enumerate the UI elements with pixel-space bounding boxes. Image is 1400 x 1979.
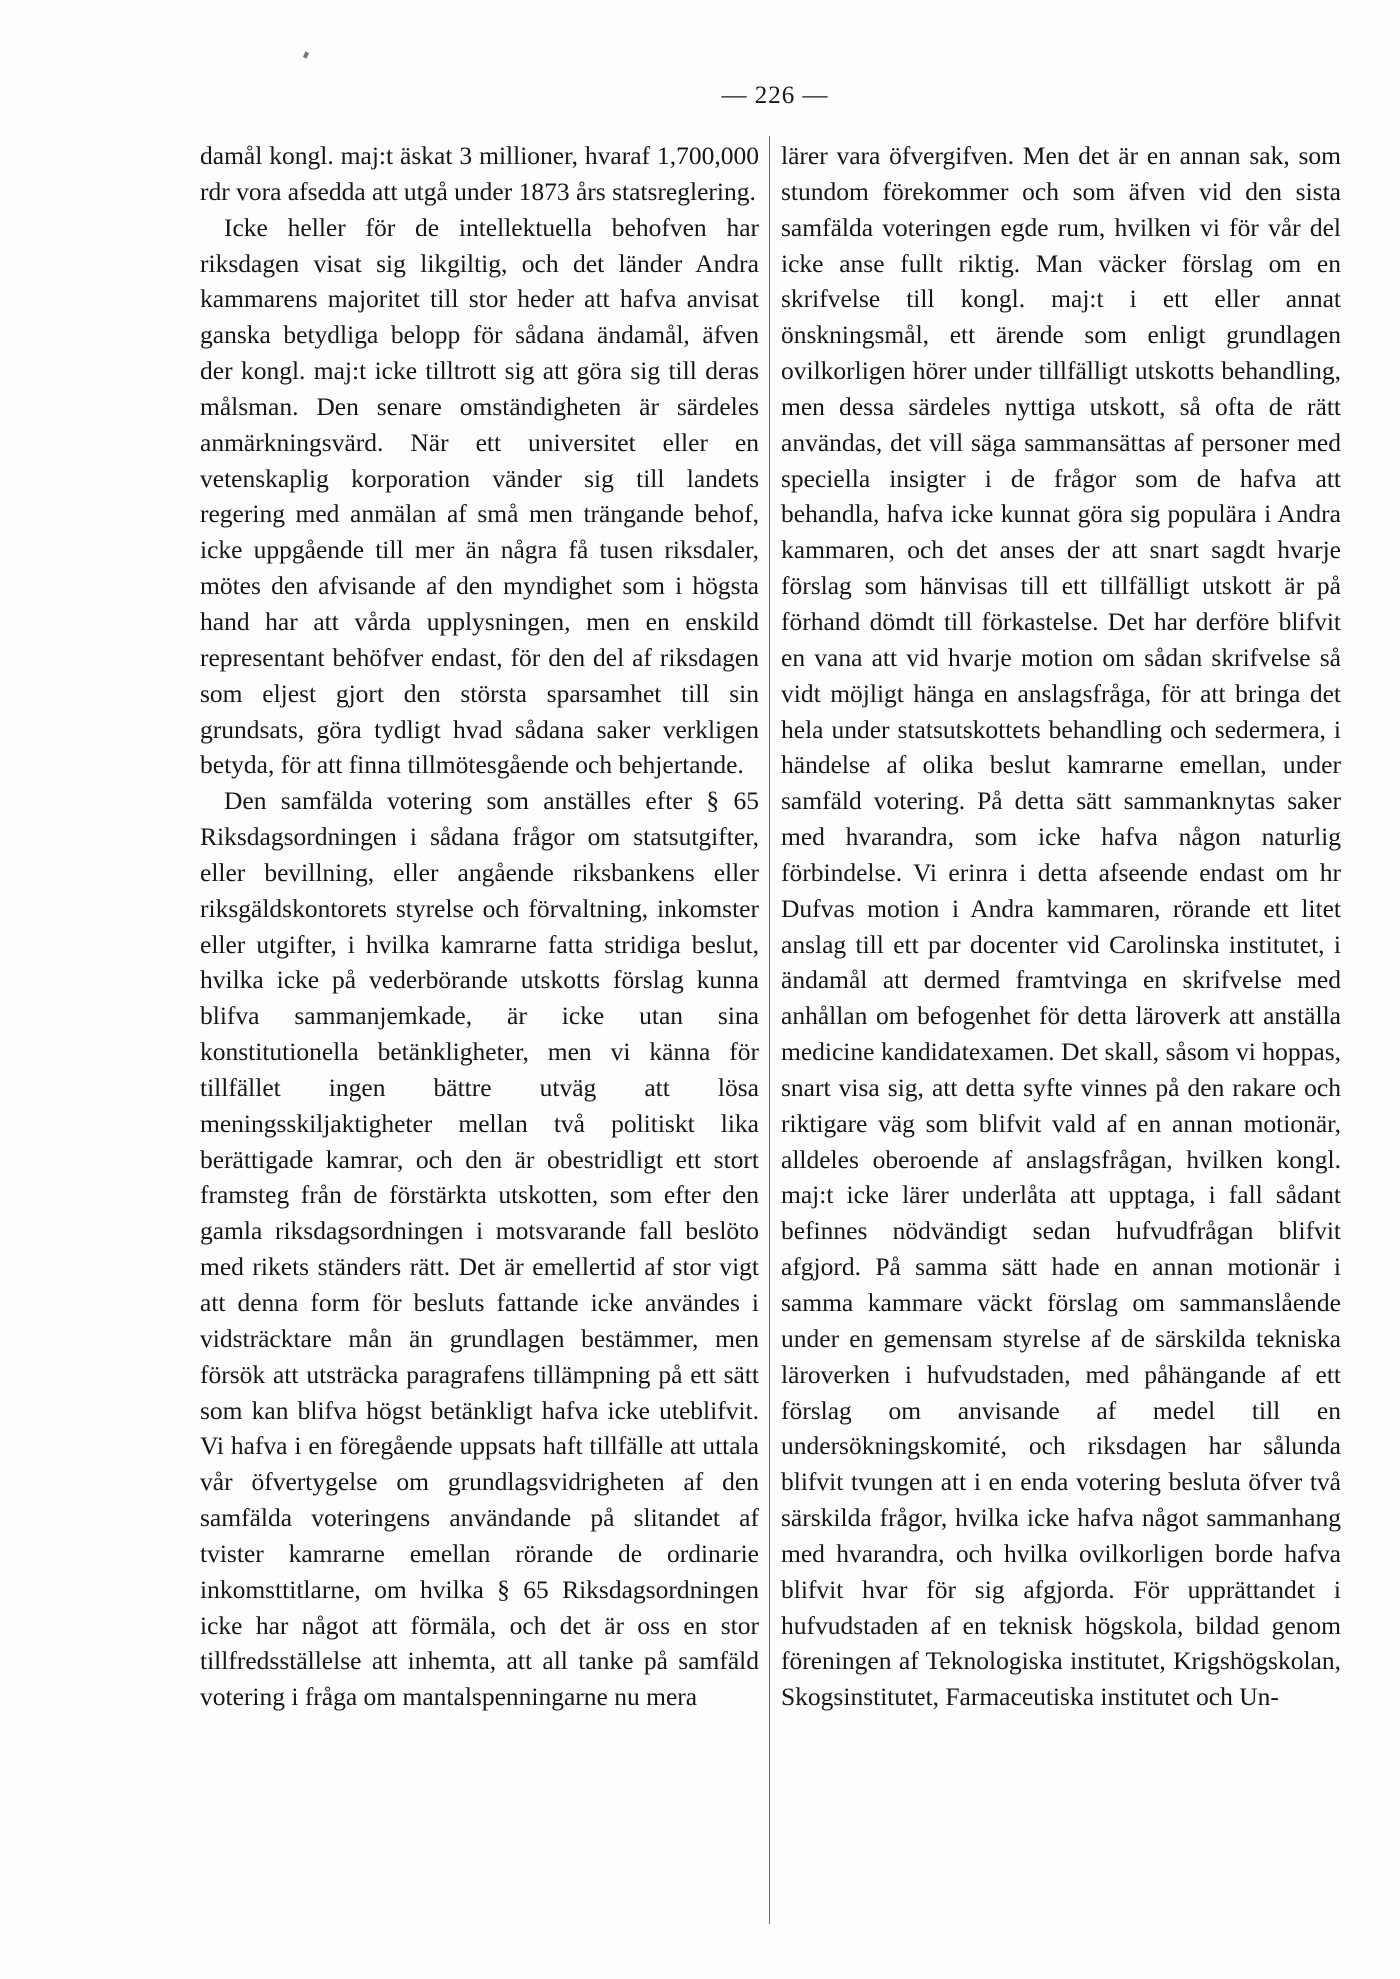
column-divider (769, 136, 770, 1924)
right-column (781, 138, 1341, 1928)
scan-speck (303, 51, 309, 58)
left-paragraph-1: damål kongl. maj:t äskat 3 millioner, hvaraf 1,700,000 rdr vora afsedda att utgå under 1873 års statsreglering. (200, 141, 759, 206)
page-number: — 226 — (721, 82, 829, 109)
left-column (200, 138, 759, 1928)
left-paragraph-2: Icke heller för de intellektuella behofven har riksdagen visat sig likgiltig, och det länder Andra kammarens majoritet till stor heder att hafva anvisat ganska betydliga belopp för sådana ändamål, äfven der kongl. maj:t icke tilltrott sig att göra sig till deras målsman. Den senare omständigheten är särdeles anmärkningsvärd. När ett universitet eller en vetenskaplig korporation vänder sig till landets regering med anmälan af små men trängande behof, icke uppgående till mer än några få tusen riksdaler, mötes den afvisande af den myndighet som i högsta hand har att vårda upplysningen, men en enskild representant behöfver endast, för den del af riksdagen som eljest gjort den största sparsamhet till sin grundsats, göra tydligt hvad sådana saker verkligen betyda, för att finna tillmötesgående och behjertande. (200, 212, 759, 780)
left-paragraph-3: Den samfälda votering som anställes efter § 65 Riksdagsordningen i sådana frågor om statsutgifter, eller bevillning, eller angående riksbankens eller riksgäldskontorets styrelse och förvaltning, inkomster eller utgifter, i hvilka kamrarne fatta stridiga beslut, hvilka icke på vederbörande utskotts förslag kunna blifva sammanjemkade, är icke utan sina konstitutionella betänkligheter, men vi känna för tillfället ingen bättre utväg att lösa meningsskiljaktigheter mellan två politiskt lika berättigade kamrar, och den är obestridligt ett stort framsteg från de förstärkta utskotten, som efter den gamla riksdagsordningen i motsvarande fall beslöto med rikets ständers rätt. Det är emellertid af stor vigt att denna form för besluts fattande icke användes i vidsträcktare mån än grundlagen bestämmer, men försök att utsträcka paragrafens tillämpning på ett sätt som kan blifva högst betänkligt hafva icke uteblifvit. Vi hafva i en föregående uppsats haft tillfälle att uttala vår öfvertygelse om grundlagsvidrigheten af den samfälda voteringens användande på slitandet af tvister kamrarne emellan rörande de ordinarie inkomsttitlarne, om hvilka § 65 Riksdagsordningen icke har något att förmäla, och det är oss en stor tillfredsställelse att inhemta, att all tanke på samfäld votering i fråga om mantalspenningarne nu mera (200, 786, 759, 1712)
right-paragraph-1: lärer vara öfvergifven. Men det är en annan sak, som stundom förekommer och som äfven vid den sista samfälda voteringen egde rum, hvilken vi för vår del icke anse fullt riktig. Man väcker förslag om en skrifvelse till kongl. maj:t i ett eller annat önskningsmål, ett ärende som enligt grundlagen ovilkorligen hörer under tillfälligt utskotts behandling, men dessa särdeles nyttiga utskott, så ofta de rätt användas, det vill säga sammansättas af personer med speciella insigter i de frågor som de hafva att behandla, hafva icke kunnat göra sig populära i Andra kammaren, och det anses der att snart sagdt hvarje förslag som hänvisas till ett tillfälligt utskott är på förhand dömdt till förkastelse. Det har derföre blifvit en vana att vid hvarje motion om sådan skrifvelse så vidt möjligt hänga en anslagsfråga, för att bringa det hela under statsutskottets behandling och sedermera, i händelse af olika beslut kamrarne emellan, under samfäld votering. På detta sätt sammanknytas saker med hvarandra, som icke hafva någon naturlig förbindelse. Vi erinra i detta afseende endast om hr Dufvas motion i Andra kammaren, rörande ett litet anslag till ett par docenter vid Carolinska institutet, i ändamål att dermed framtvinga en skrifvelse med anhållan om befogenhet för detta läroverk att anställa medicine kandidatexamen. Det skall, såsom vi hoppas, snart visa sig, att detta syfte vinnes på den rakare och riktigare väg som blifvit vald af en annan motionär, alldeles oberoende af anslagsfrågan, hvilken kongl. maj:t icke lärer underlåta att upptaga, i fall sådant befinnes nödvändigt sedan hufvudfrågan blifvit afgjord. På samma sätt hade en annan motionär i samma kammare väckt förslag om sammanslående under en gemensam styrelse af de särskilda tekniska läroverken i hufvudstaden, med påhängande af ett förslag om anvisande af medel till en undersökningskomité, och riksdagen har sålunda blifvit tvungen att i en enda votering besluta öfver två särskilda frågor, hvilka icke hafva något sammanhang med hvarandra, och hvilka ovilkorligen borde hafva blifvit hvar för sig afgjorda. För upprättandet i hufvudstaden af en teknisk högskola, bildad genom föreningen af Teknologiska institutet, Krigshögskolan, Skogsinstitutet, Farmaceutiska institutet och Un- (781, 141, 1341, 1712)
